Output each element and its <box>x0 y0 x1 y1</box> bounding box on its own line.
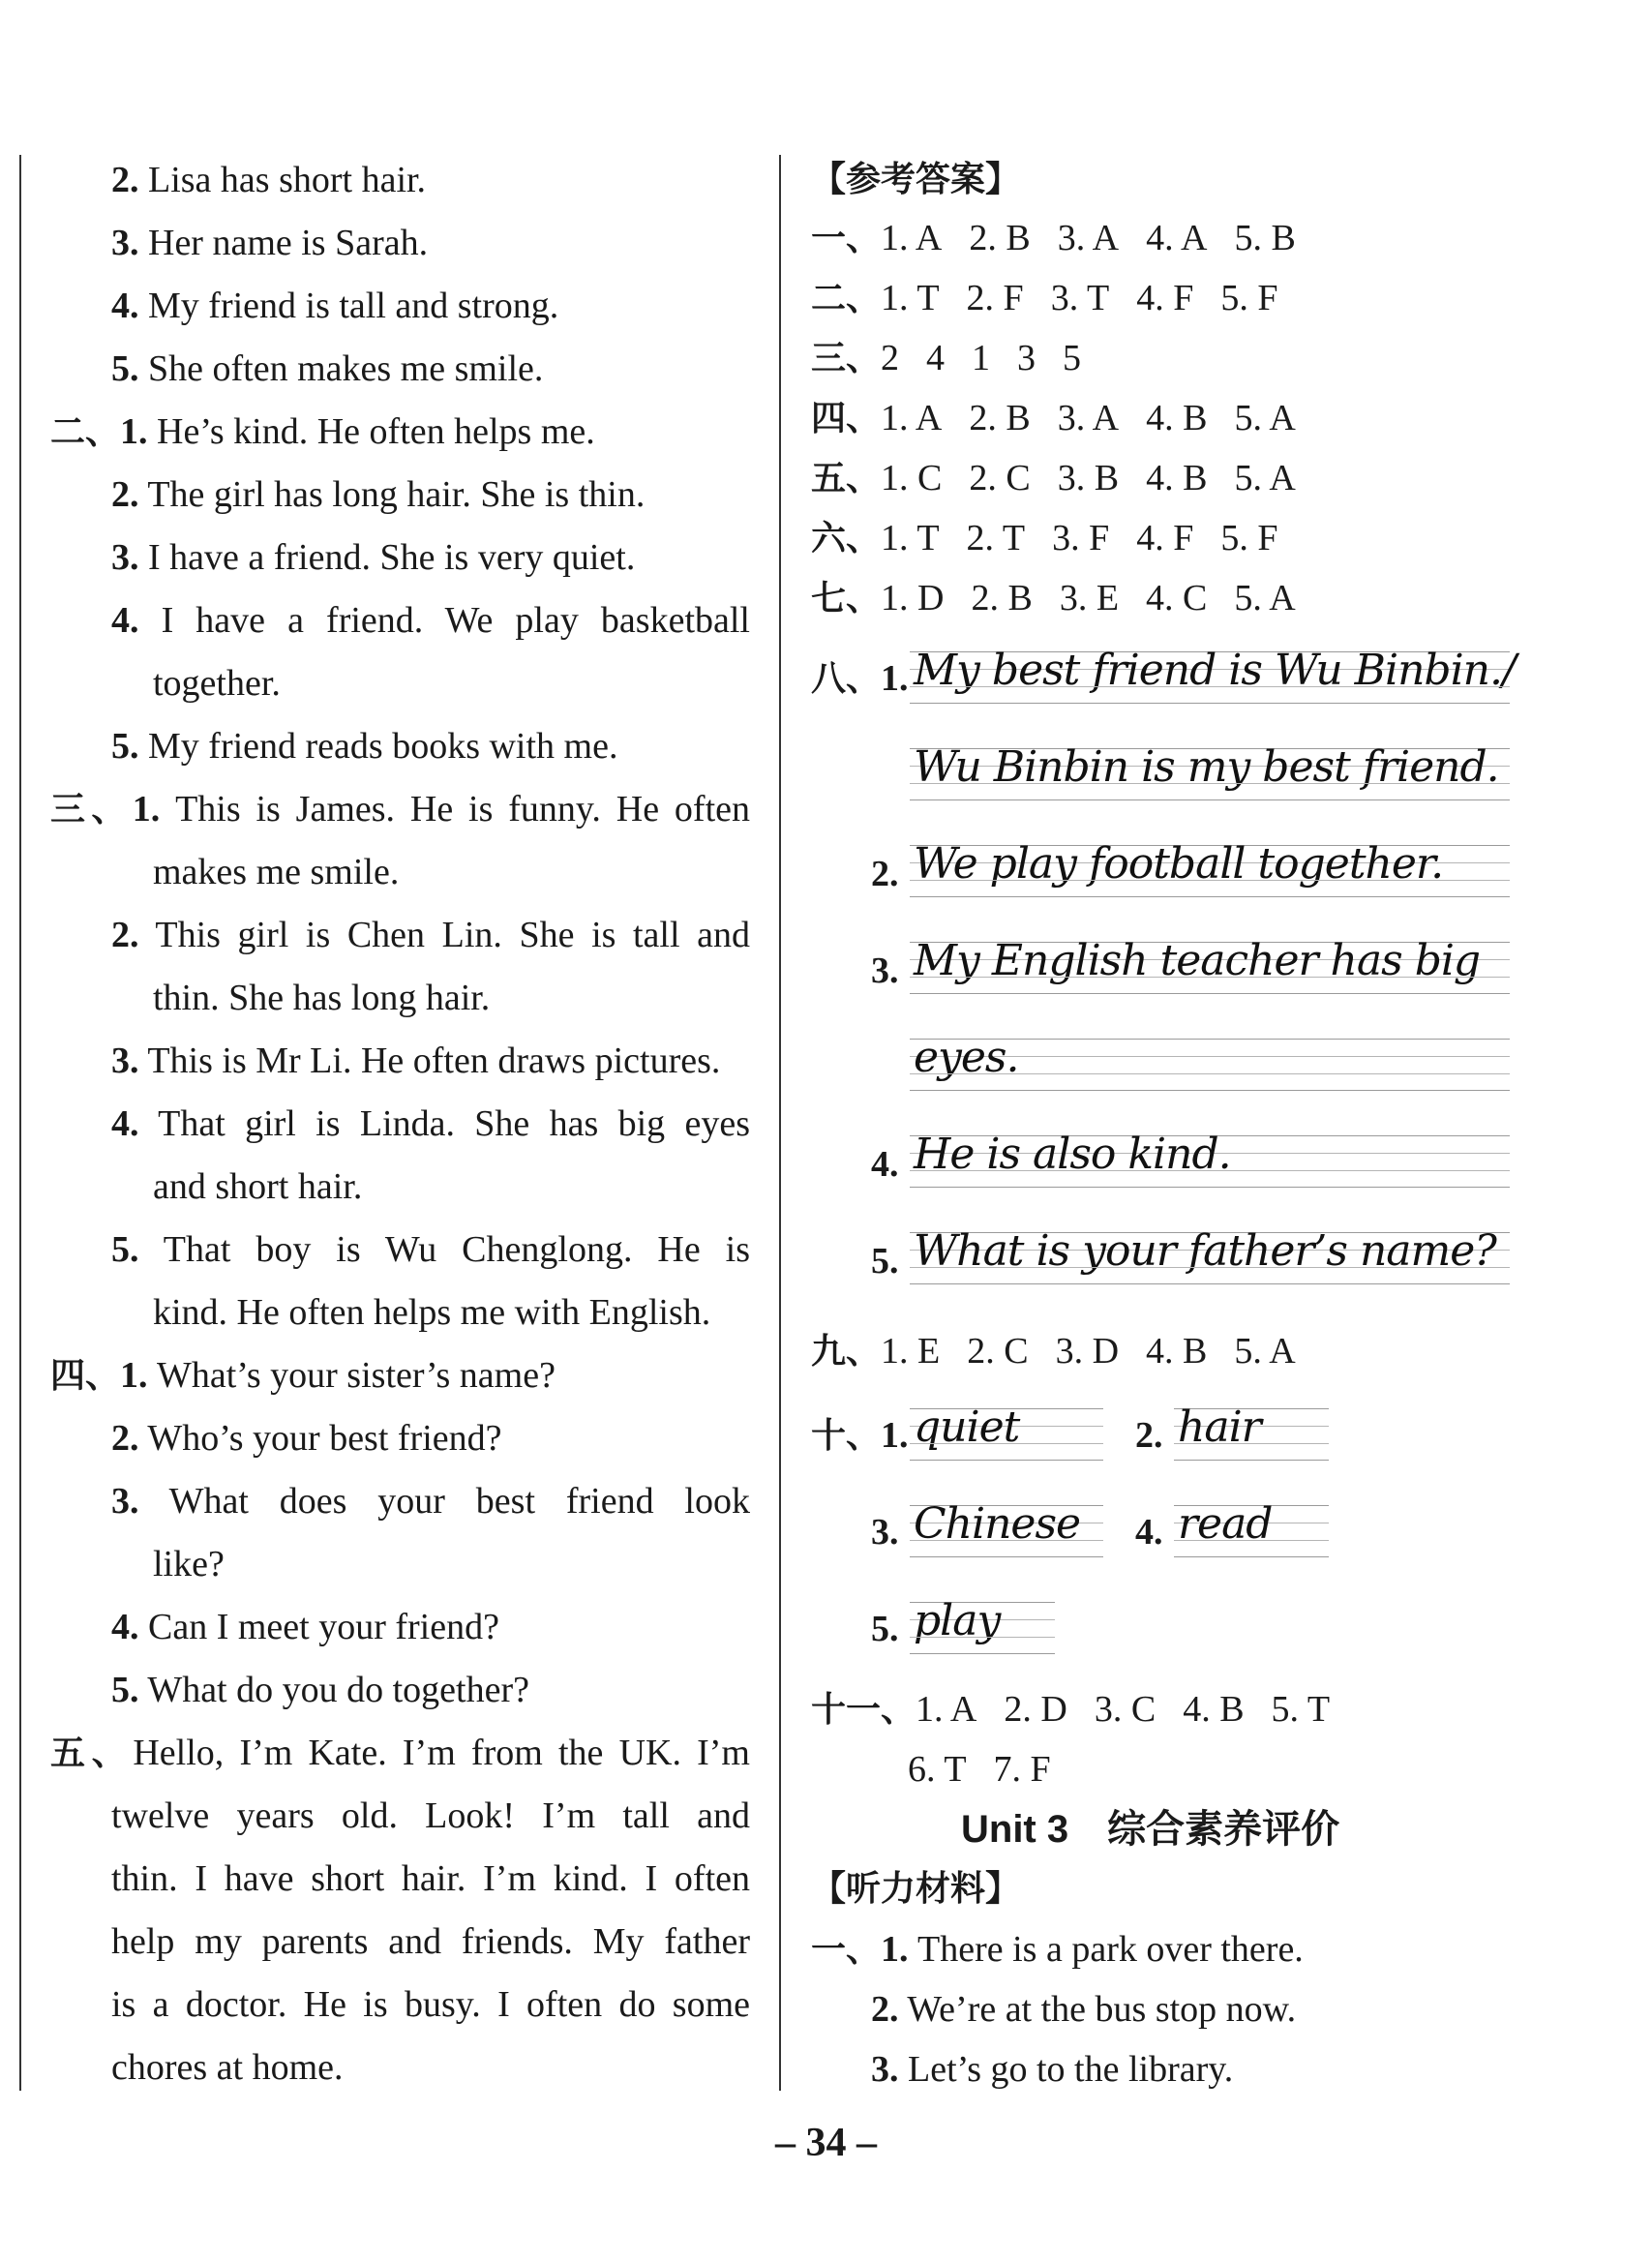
answers-heading: 【参考答案】 <box>811 160 1021 199</box>
writing-line: We play football together. <box>910 845 1510 898</box>
list-item: 2. Lisa has short hair. <box>111 160 427 200</box>
section-label: 二、 <box>50 412 121 452</box>
list-item: 5. That boy is Wu Chenglong. He is <box>111 1229 750 1270</box>
paragraph-line: is a doctor. He is busy. I often do some <box>111 1984 750 2025</box>
answer-row: 六、1. T 2. T 3. F 4. F 5. F <box>811 518 1278 558</box>
writing-line: hair <box>1174 1408 1329 1462</box>
page-number: – 34 – <box>775 2121 877 2165</box>
writing-line: read <box>1174 1505 1329 1558</box>
section-5-paragraph: 五、Hello, I’m Kate. I’m from the UK. I’m <box>50 1733 750 1773</box>
list-item: 5. My friend reads books with me. <box>111 726 618 767</box>
writing-line: My English teacher has big <box>910 942 1510 995</box>
list-item: 4. I have a friend. We play basketball <box>111 600 750 641</box>
list-item: 2. This girl is Chen Lin. She is tall and <box>111 915 750 955</box>
list-item-continuation: like? <box>153 1544 225 1584</box>
list-item-continuation: together. <box>153 663 281 704</box>
column-divider <box>779 155 781 2091</box>
left-margin-rule <box>19 155 21 2091</box>
paragraph-line: help my parents and friends. My father <box>111 1921 750 1962</box>
list-item: 3. Her name is Sarah. <box>111 223 429 263</box>
writing-line: What is your father’s name? <box>910 1232 1510 1285</box>
listening-item: 2. We’re at the bus stop now. <box>871 1989 1297 2030</box>
list-item: 5. She often makes me smile. <box>111 348 544 389</box>
section-2-item: 二、1. He’s kind. He often helps me. <box>50 411 595 452</box>
writing-line: eyes. <box>910 1039 1510 1092</box>
list-item-continuation: kind. He often helps me with English. <box>153 1292 711 1333</box>
answer-row: 十一、1. A 2. D 3. C 4. B 5. T <box>811 1689 1331 1730</box>
writing-line: My best friend is Wu Binbin./ <box>910 651 1510 705</box>
writing-line: play <box>910 1602 1055 1655</box>
list-item-continuation: thin. She has long hair. <box>153 978 491 1018</box>
answer-row: 一、1. A 2. B 3. A 4. A 5. B <box>811 218 1296 258</box>
list-item: 2. The girl has long hair. She is thin. <box>111 474 646 515</box>
section-3-item: 三、1. This is James. He is funny. He often <box>50 789 750 829</box>
list-item: 4. Can I meet your friend? <box>111 1607 499 1647</box>
list-item-continuation: makes me smile. <box>153 852 400 892</box>
writing-line: He is also kind. <box>910 1135 1510 1189</box>
section-4-item: 四、1. What’s your sister’s name? <box>50 1355 556 1396</box>
answer-row: 九、1. E 2. C 3. D 4. B 5. A <box>811 1331 1296 1372</box>
listening-heading: 【听力材料】 <box>811 1869 1021 1909</box>
answer-row: 6. T 7. F <box>908 1749 1051 1790</box>
list-item: 2. Who’s your best friend? <box>111 1418 502 1459</box>
list-item: 4. That girl is Linda. She has big eyes <box>111 1103 750 1144</box>
answer-row: 四、1. A 2. B 3. A 4. B 5. A <box>811 398 1296 438</box>
answer-row: 二、1. T 2. F 3. T 4. F 5. F <box>811 278 1278 318</box>
list-item: 3. I have a friend. She is very quiet. <box>111 537 636 578</box>
paragraph-line: chores at home. <box>111 2047 344 2088</box>
list-item: 3. This is Mr Li. He often draws pictures. <box>111 1041 721 1081</box>
answer-row: 七、1. D 2. B 3. E 4. C 5. A <box>811 578 1296 618</box>
writing-line: Chinese <box>910 1505 1103 1558</box>
list-item: 4. My friend is tall and strong. <box>111 286 559 326</box>
word-answers: 十、1. quiet 2. hair 3. Chinese 4. read 5. play <box>811 1389 1517 1650</box>
listening-item: 3. Let’s go to the library. <box>871 2049 1234 2090</box>
list-item: 5. What do you do together? <box>111 1670 529 1710</box>
answer-row: 五、1. C 2. C 3. B 4. B 5. A <box>811 458 1296 498</box>
answer-row: 三、2 4 1 3 5 <box>811 338 1082 378</box>
paragraph-line: twelve years old. Look! I’m tall and <box>111 1795 750 1836</box>
paragraph-line: thin. I have short hair. I’m kind. I often <box>111 1858 750 1899</box>
unit-title: Unit 3 综合素养评价 <box>961 1808 1340 1851</box>
writing-line: quiet <box>910 1408 1103 1462</box>
list-item-continuation: and short hair. <box>153 1166 363 1207</box>
handwriting-answers: 八、1. My best friend is Wu Binbin./ Wu Binbin is my best friend. 2. We play football together. 3. My English teacher has big eyes. 4. He is also kind. 5. What is your father’s name? <box>811 634 1517 1389</box>
list-item: 3. What does your best friend look <box>111 1481 750 1522</box>
writing-line: Wu Binbin is my best friend. <box>910 748 1510 801</box>
listening-item: 一、1. There is a park over there. <box>811 1929 1304 1970</box>
